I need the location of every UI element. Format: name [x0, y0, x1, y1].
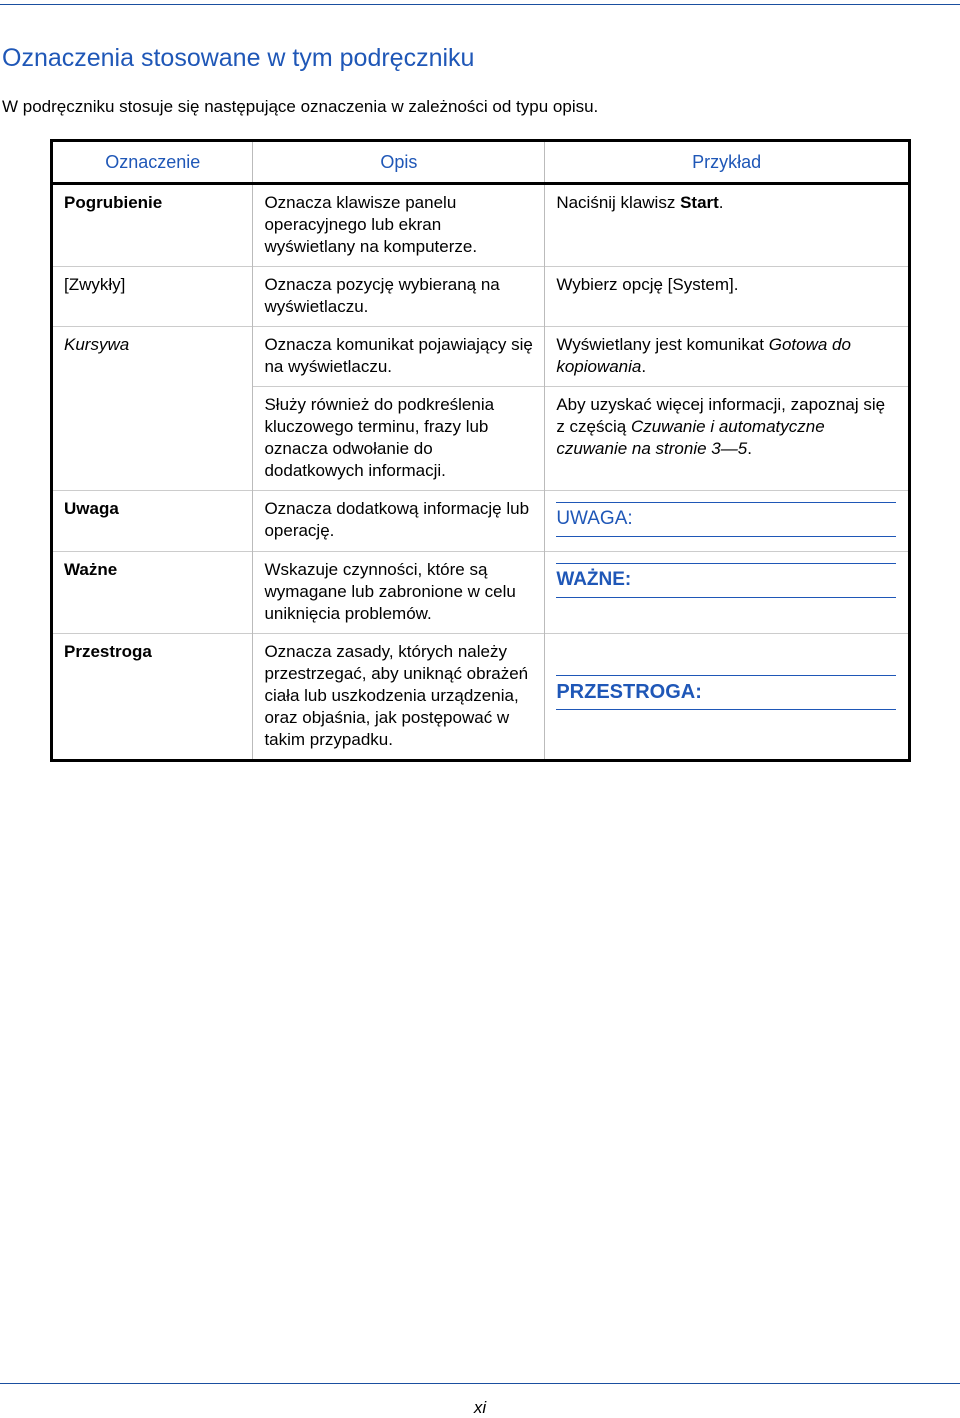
- table-row-caution: [52, 634, 910, 761]
- intro-text: W podręczniku stosuje się następujące oznaczenia w zależności od typu opisu.: [2, 97, 599, 116]
- convention-description: Oznacza komunikat pojawiający się na wyświetlaczu.: [253, 327, 545, 387]
- example-text: .: [747, 439, 752, 458]
- top-rule: [0, 4, 960, 5]
- convention-name: Kursywa: [52, 327, 253, 491]
- convention-description: Oznacza klawisze panelu operacyjnego lub ekran wyświetlany na komputerze.: [253, 184, 545, 267]
- table-row-note: [52, 491, 910, 552]
- convention-example: [545, 552, 910, 634]
- header-description: Opis: [253, 141, 545, 184]
- convention-description: Oznacza zasady, których należy przestrzegać, aby uniknąć obrażeń ciała lub uszkodzenia urządzenia, oraz objaśnia, jak postępować w takim przypadku.: [253, 634, 545, 761]
- convention-example: [545, 634, 910, 761]
- example-italic-text: Czuwanie i automatyczne czuwanie na stronie 3: [556, 417, 825, 458]
- example-italic-text: Gotowa do kopiowania: [556, 335, 851, 376]
- convention-description: Służy również do podkreślenia kluczowego terminu, frazy lub oznacza odwołanie do dodatkowych informacji.: [253, 387, 545, 491]
- example-text: .: [718, 193, 724, 212]
- caution-sample-box: PRZESTROGA:: [556, 675, 896, 710]
- example-text: Naciśnij klawisz: [556, 193, 681, 212]
- conventions-table: [50, 139, 911, 762]
- convention-description: Oznacza dodatkową informację lub operację.: [253, 491, 545, 552]
- header-example: Przykład: [545, 141, 910, 184]
- table-row-bold: [52, 184, 910, 267]
- convention-example: [545, 491, 910, 552]
- convention-name: [Zwykły]: [52, 267, 253, 327]
- table-row-regular: [52, 267, 910, 327]
- example-text: Wyświetlany jest komunikat: [556, 335, 769, 354]
- convention-name: Uwaga: [52, 491, 253, 552]
- header-convention: Oznaczenie: [52, 141, 253, 184]
- table-row-italic: [52, 327, 910, 387]
- convention-name: Pogrubienie: [64, 193, 163, 212]
- convention-description: Oznacza pozycję wybieraną na wyświetlaczu.: [253, 267, 545, 327]
- convention-example: [545, 327, 910, 387]
- convention-example: Wybierz opcję [System].: [545, 267, 910, 327]
- convention-description: Wskazuje czynności, które są wymagane lub zabronione w celu uniknięcia problemów.: [253, 552, 545, 634]
- table-row-important: [52, 552, 910, 634]
- table-header-row: [52, 141, 910, 184]
- note-sample-box: UWAGA:: [556, 502, 896, 537]
- convention-name: Ważne: [52, 552, 253, 634]
- example-italic-text: —: [720, 439, 738, 458]
- example-bold-text: Start: [680, 193, 719, 212]
- convention-example: [545, 387, 910, 491]
- example-text: .: [641, 357, 647, 376]
- convention-example: [545, 184, 910, 267]
- example-italic-text: 5: [737, 439, 748, 458]
- convention-name: Przestroga: [52, 634, 253, 761]
- page-number: xi: [473, 1398, 487, 1417]
- important-sample-box: WAŻNE:: [556, 563, 896, 598]
- example-text: Aby uzyskać więcej informacji, zapoznaj się z częścią: [556, 395, 886, 436]
- page-title: Oznaczenia stosowane w tym podręczniku: [2, 44, 475, 72]
- bottom-rule: [0, 1383, 960, 1384]
